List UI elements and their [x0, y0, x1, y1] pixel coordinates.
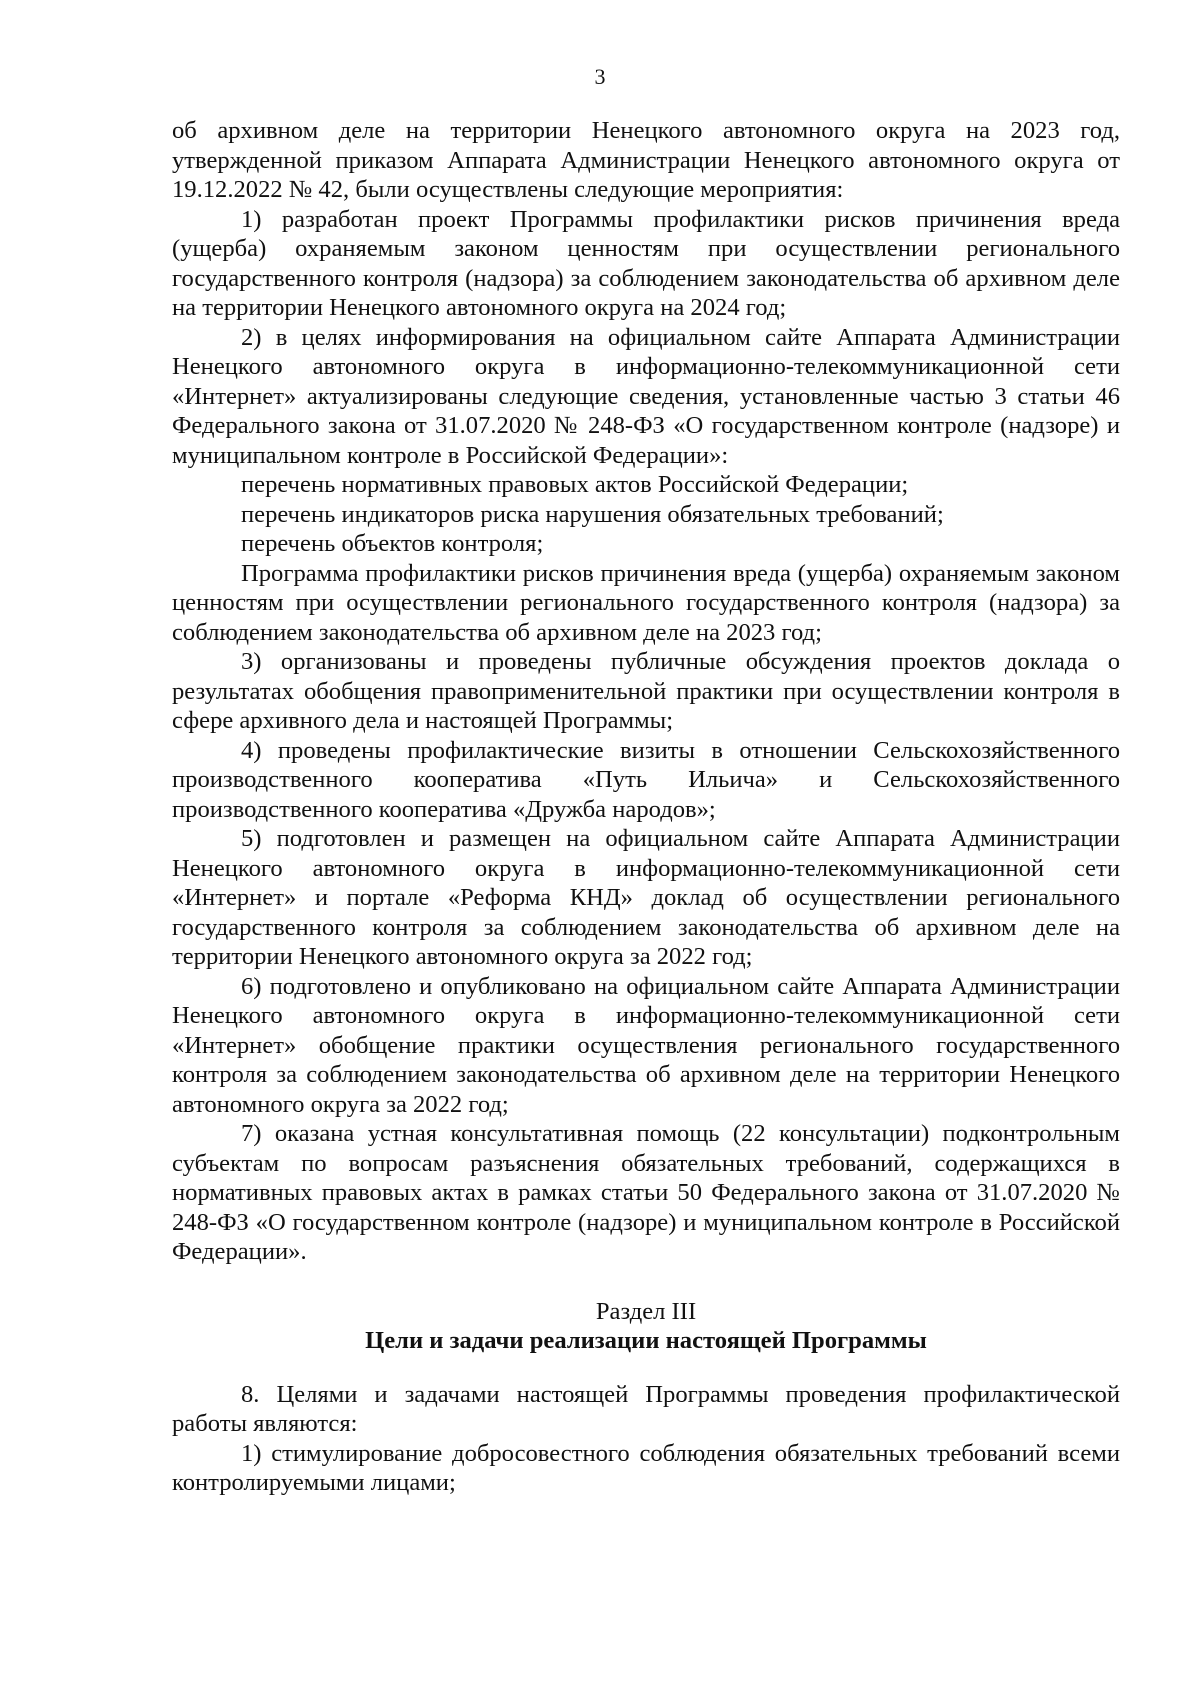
paragraph-continuation: об архивном деле на территории Ненецкого автономного округа на 2023 год, утвержденной приказом Аппарата Администрации Ненецкого автономного округа от 19.12.2022 № 42, были осуществлены следующие мероприятия:: [172, 117, 1120, 203]
list-item-6: 6) подготовлено и опубликовано на официальном сайте Аппарата Администрации Ненецкого автономного округа в информационно-телекоммуникационной сети «Интернет» обобщение практики осуществления регионального государственного контроля за соблюдением законодательства об архивном деле на территории Ненецкого автономного округа за 2022 год;: [172, 972, 1120, 1118]
list-item-7: 7) оказана устная консультативная помощь (22 консультации) подконтрольным субъектам по вопросам разъяснения обязательных требований, содержащихся в нормативных правовых актах в рамках статьи 50 Федерального закона от 31.07.2020 № 248-ФЗ «О государственном контроле (надзоре) и муниципальном контроле в Российской Федерации».: [172, 1120, 1120, 1265]
list-item-5: 5) подготовлен и размещен на официальном сайте Аппарата Администрации Ненецкого автономного округа в информационно-телекоммуникационной сети «Интернет» и портале «Реформа КНД» доклад об осуществлении регионального государственного контроля за соблюдением законодательства об архивном деле на территории Ненецкого автономного округа за 2022 год;: [172, 825, 1120, 970]
sub-item-risk-indicators: перечень индикаторов риска нарушения обязательных требований;: [241, 500, 944, 528]
sub-item-npa-list: перечень нормативных правовых актов Российской Федерации;: [241, 471, 909, 498]
document-body: [172, 116, 1120, 1498]
list-item-3: 3) организованы и проведены публичные обсуждения проектов доклада о результатах обобщения правоприменительной практики при осуществлении контроля в сфере архивного дела и настоящей Программы;: [172, 648, 1120, 734]
list-item-4: 4) проведены профилактические визиты в отношении Сельскохозяйственного производственного кооператива «Путь Ильича» и Сельскохозяйственного производственного кооператива «Дружба народов»;: [172, 736, 1120, 823]
sub-item-control-objects: перечень объектов контроля;: [241, 530, 544, 557]
list-item-1: 1) разработан проект Программы профилактики рисков причинения вреда (ущерба) охраняемым законом ценностям при осуществлении регионального государственного контроля (надзора) за соблюдением законодательства об архивном деле на территории Ненецкого автономного округа на 2024 год;: [172, 205, 1120, 321]
section-title: Цели и задачи реализации настоящей Программы: [365, 1327, 927, 1354]
sub-item-program: Программа профилактики рисков причинения вреда (ущерба) охраняемым законом ценностям при осуществлении регионального государственного контроля (надзора) за соблюдением законодательства об архивном деле на 2023 год;: [172, 559, 1120, 646]
spacer: [172, 1356, 1120, 1380]
list-item-2: 2) в целях информирования на официальном сайте Аппарата Администрации Ненецкого автономного округа в информационно-телекоммуникационной сети «Интернет» актуализированы следующие сведения, установленные частью 3 статьи 46 Федерального закона от 31.07.2020 № 248-ФЗ «О государственном контроле (надзоре) и муниципальном контроле в Российской Федерации»:: [172, 323, 1120, 469]
item-8: 8. Целями и задачами настоящей Программы проведения профилактической работы являются:: [172, 1380, 1120, 1437]
section-label: Раздел III: [595, 1297, 697, 1325]
spacer: [172, 1267, 1120, 1297]
page-number: 3: [594, 64, 606, 89]
item-8-sub-1: 1) стимулирование добросовестного соблюдения обязательных требований всеми контролируемыми лицами;: [172, 1439, 1120, 1496]
